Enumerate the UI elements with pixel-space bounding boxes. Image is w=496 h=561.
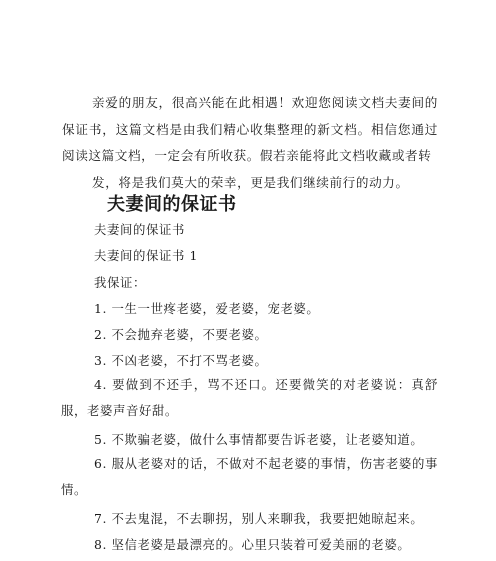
- pledge-item-2: 2. 不会抛弃老婆，不要老婆。: [94, 327, 268, 342]
- intro-paragraph: [62, 90, 438, 196]
- pledge-item-8: 8. 坚信老婆是最漂亮的。心里只装着可爱美丽的老婆。: [94, 537, 411, 552]
- section-heading: 夫妻间的保证书 1: [94, 248, 198, 263]
- pledge-item-6: 6. 服从老婆对的话，不做对不起老婆的事情，伤害老婆的事情。: [61, 456, 438, 497]
- pledge-intro: 我保证：: [94, 275, 146, 290]
- pledge-item-7: 7. 不去鬼混，不去聊拐，别人来聊我，我要把她晾起来。: [94, 511, 424, 526]
- document-title: 夫妻间的保证书: [107, 194, 237, 215]
- pledge-item-4: 4. 要做到不还手，骂不还口。还要微笑的对老婆说：真舒服，老婆声音好甜。: [61, 377, 438, 418]
- pledge-item-5: 5. 不欺骗老婆，做什么事情都要告诉老婆，让老婆知道。: [94, 432, 424, 447]
- intro-text: 亲爱的朋友，很高兴能在此相遇！欢迎您阅读文档夫妻间的保证书，这篇文档是由我们精心收集整理的新文档。相信您通过阅读这篇文档，一定会有所收获。假若亲能将此文档收藏或者转: [62, 95, 438, 163]
- subtitle: 夫妻间的保证书: [94, 222, 185, 237]
- intro-text-last-line: 发，将是我们莫大的荣幸，更是我们继续前行的动力。: [92, 174, 409, 190]
- pledge-item-1: 1. 一生一世疼老婆，爱老婆，宠老婆。: [94, 301, 320, 316]
- pledge-item-3: 3. 不凶老婆，不打不骂老婆。: [94, 353, 268, 368]
